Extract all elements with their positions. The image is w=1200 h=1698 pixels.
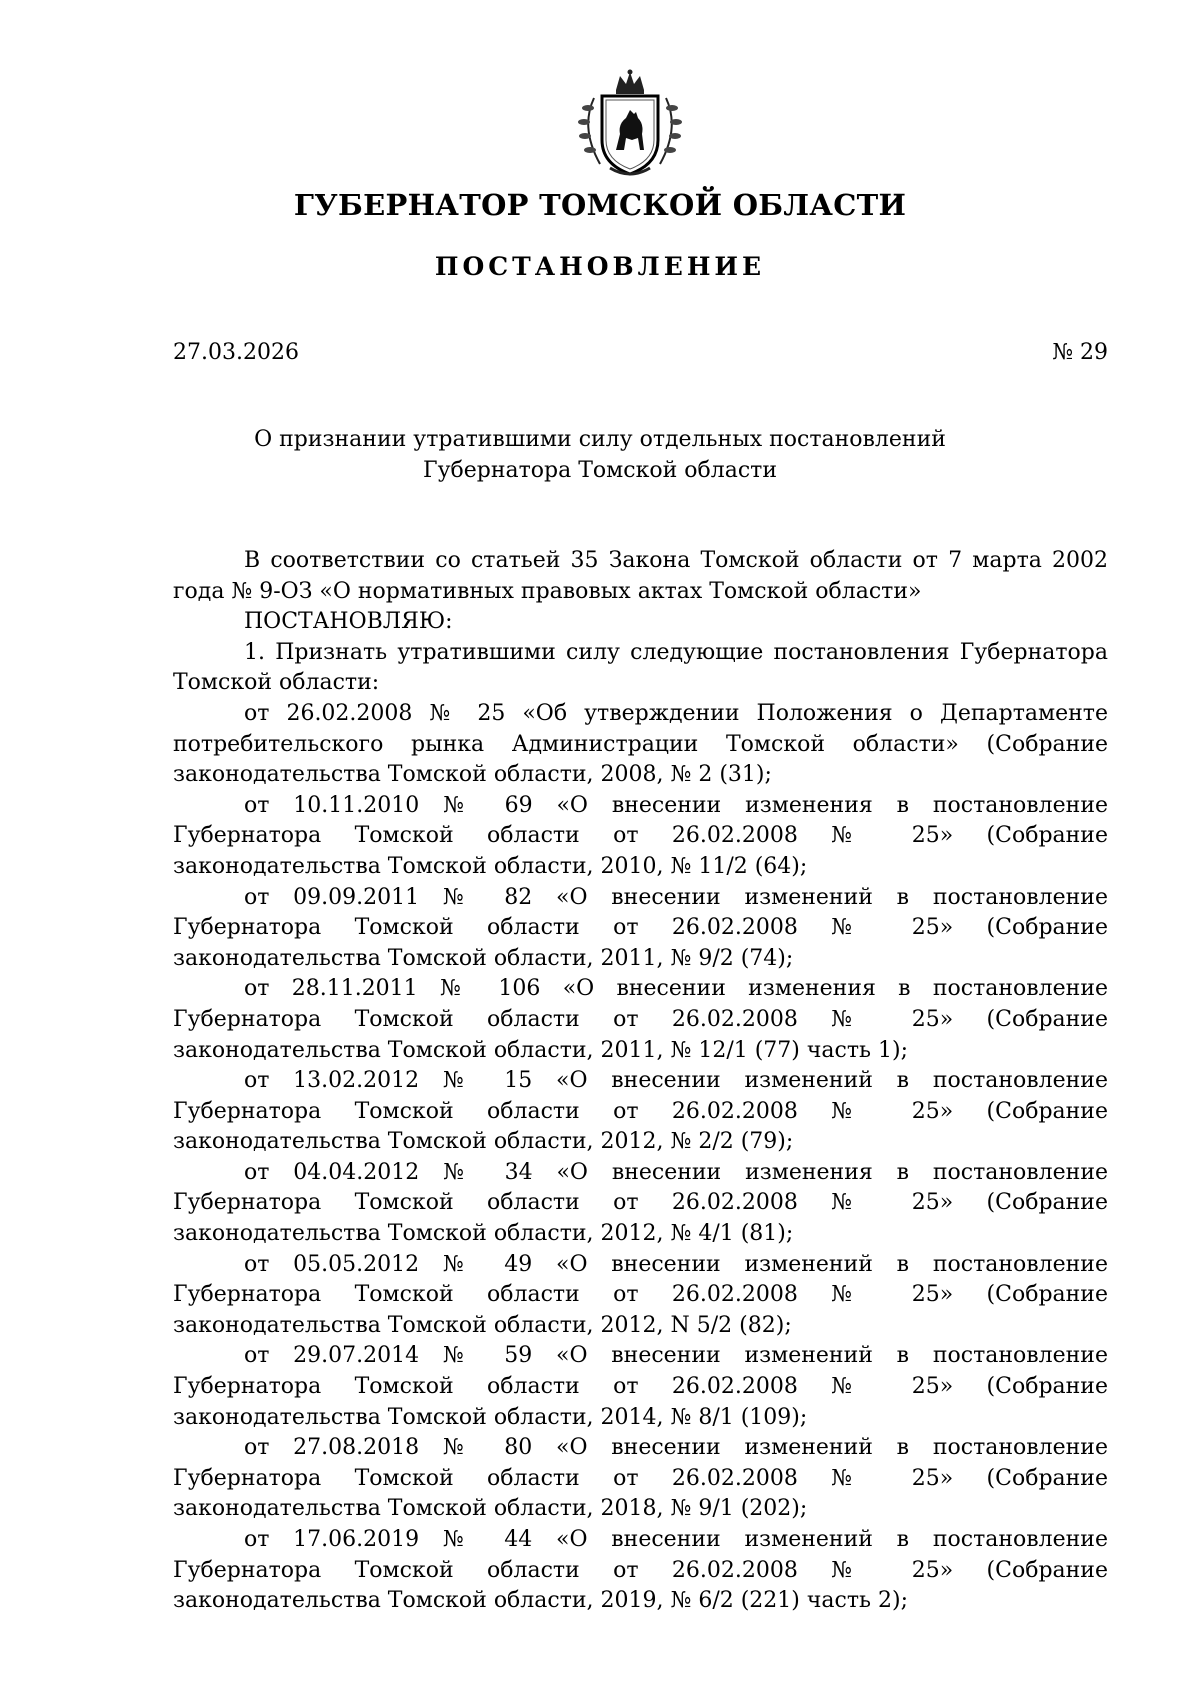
repealed-act-item: от 17.06.2019 № 44 «О внесении изменений в постановление Губернатора Томской области от 26.02.2008 № 25» (Собрание законодательства Томской области, 2019, № 6/2 (221) часть 2); (173, 1527, 1108, 1614)
repealed-act-item: от 29.07.2014 № 59 «О внесении изменений в постановление Губернатора Томской области от 26.02.2008 № 25» (Собрание законодательства Томской области, 2014, № 8/1 (109); (173, 1343, 1108, 1430)
document-title (0, 424, 1200, 486)
item-1-intro: 1. Признать утратившими силу следующие постановления Губернатора Томской области: (173, 639, 1108, 696)
title-line: Губернатора Томской области (423, 458, 777, 483)
issuer-heading: ГУБЕРНАТОР ТОМСКОЙ ОБЛАСТИ (293, 188, 907, 222)
repealed-act-item: от 10.11.2010 № 69 «О внесении изменения в постановление Губернатора Томской области от 26.02.2008 № 25» (Собрание законодательства Томской области, 2010, № 11/2 (64); (173, 792, 1108, 879)
document-date: 27.03.2026 (173, 340, 299, 365)
repealed-act-item: от 13.02.2012 № 15 «О внесении изменений в постановление Губернатора Томской области от 26.02.2008 № 25» (Собрание законодательства Томской области, 2012, № 2/2 (79); (173, 1068, 1108, 1155)
document-number: № 29 (1052, 340, 1108, 365)
title-line: О признании утратившими силу отдельных постановлений (254, 427, 946, 452)
repealed-act-item: от 04.04.2012 № 34 «О внесении изменения в постановление Губернатора Томской области от 26.02.2008 № 25» (Собрание законодательства Томской области, 2012, № 4/1 (81); (173, 1159, 1108, 1247)
repealed-act-item: от 05.05.2012 № 49 «О внесении изменений в постановление Губернатора Томской области от 26.02.2008 № 25» (Собрание законодательства Томской области, 2012, N 5/2 (82); (173, 1251, 1108, 1338)
decree-word: ПОСТАНОВЛЯЮ: (244, 609, 453, 635)
tomsk-oblast-coat-of-arms-icon (570, 68, 690, 180)
document-type-heading: ПОСТАНОВЛЕНИЕ (434, 252, 766, 281)
repealed-act-item: от 09.09.2011 № 82 «О внесении изменений в постановление Губернатора Томской области от 26.02.2008 № 25» (Собрание законодательства Томской области, 2011, № 9/2 (74); (173, 884, 1108, 971)
preamble-paragraph: В соответствии со статьей 35 Закона Томской области от 7 марта 2002 года № 9-ОЗ «О нормативных правовых актах Томской области» (173, 548, 1108, 604)
repealed-act-item: от 28.11.2011 № 106 «О внесении изменения в постановление Губернатора Томской области от 26.02.2008 № 25» (Собрание законодательства Томской области, 2011, № 12/1 (77) часть 1); (173, 976, 1108, 1063)
repealed-act-item: от 27.08.2018 № 80 «О внесении изменений в постановление Губернатора Томской области от 26.02.2008 № 25» (Собрание законодательства Томской области, 2018, № 9/1 (202); (173, 1435, 1108, 1522)
repealed-act-item: от 26.02.2008 № 25 «Об утверждении Положения о Департаменте потребительского рынка Администрации Томской области» (Собрание законодательства Томской области, 2008, № 2 (31); (173, 700, 1108, 788)
document-body (173, 546, 1108, 1617)
